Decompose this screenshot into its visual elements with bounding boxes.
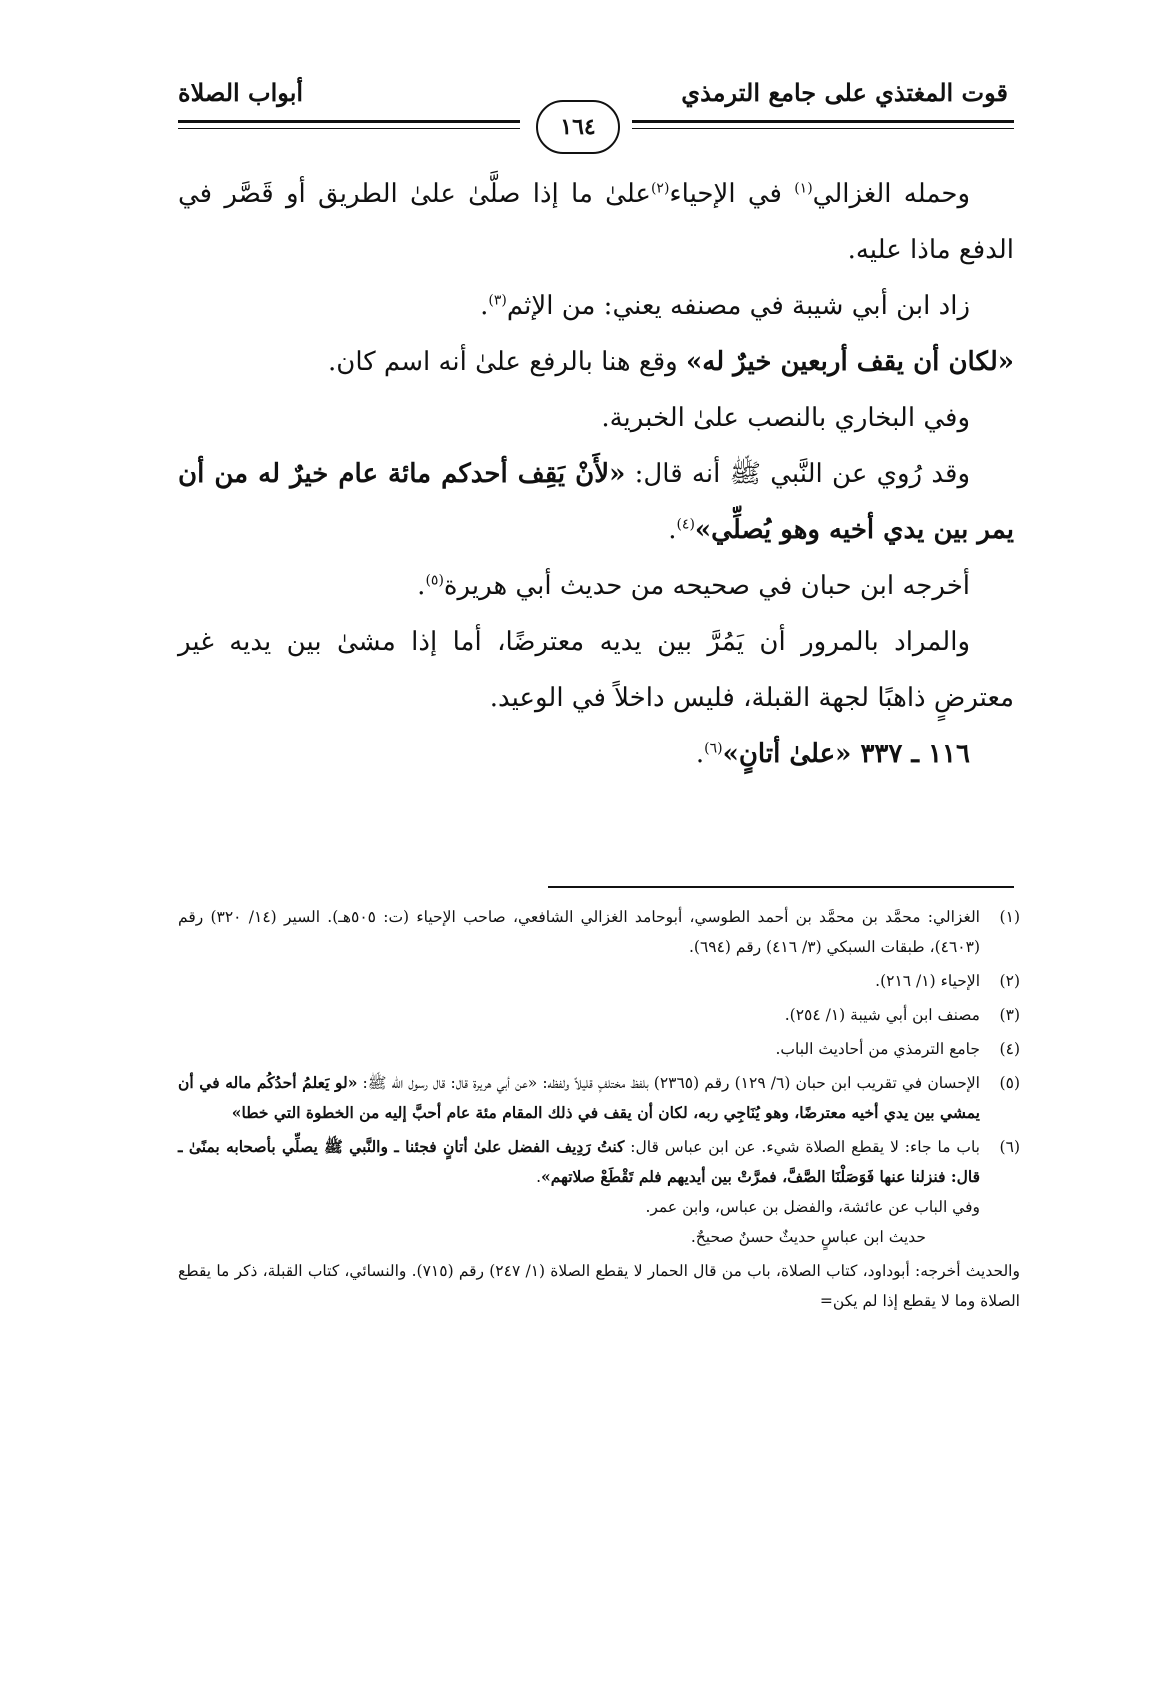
p2-end: . [480, 291, 489, 321]
footnote-2 [178, 966, 1020, 996]
hadith-heading: ١١٦ ـ ٣٣٧ «علىٰ أتانٍ» [722, 739, 970, 769]
p2-text: زاد ابن أبي شيبة في مصنفه يعني: من الإثم [506, 291, 970, 321]
p5-end: . [668, 515, 677, 545]
footnote-1 [178, 902, 1020, 962]
footnote-ref-4: (٤) [676, 516, 695, 533]
header-rule-right [632, 120, 1014, 123]
header-rule-left [178, 120, 520, 123]
footnote-number: (٢) [999, 972, 1020, 990]
footnote-6-end: . [536, 1168, 542, 1186]
paragraph-7: والمراد بالمرور أن يَمُرَّ بين يديه معترضًا، أما إذا مشىٰ بين يديه غير معترضٍ ذاهبًا لجهة القبلة، فليس داخلاً في الوعيد. [178, 627, 1014, 713]
footnote-ref-2: (٢) [650, 180, 670, 197]
footnote-text: الغزالي: محمَّد بن محمَّد بن أحمد الطوسي، أبوحامد الغزالي الشافعي، صاحب الإحياء (ت: ٥٠٥هـ). السير (١٤/ ٣٢٠) رقم (٤٦٠٣)، طبقات السبكي (٣/ ٤١٦) رقم (٦٩٤). [178, 908, 980, 956]
page-number [536, 100, 620, 154]
p5-text: وقد رُوي عن النَّبي ﷺ أنه قال: [625, 459, 970, 489]
footnote-text: الإحياء (١/ ٢١٦). [875, 972, 980, 990]
footnote-ref-6: (٦) [704, 740, 723, 757]
footnote-number: (٦) [999, 1138, 1020, 1156]
paragraph-6 [178, 558, 1014, 614]
footnote-text [178, 1068, 980, 1128]
chapter-title: أبواب الصلاة [178, 78, 304, 107]
p3-quote: «لكان أن يقف أربعين خيرٌ له» [686, 347, 1014, 377]
header-rule-left-thin [178, 128, 520, 129]
footnote-text [178, 1132, 980, 1252]
footnote-6-hadith: كنتُ رَدِيف الفضل علىٰ أتانٍ فجئنا ـ والنَّبي ﷺ يصلِّي بأصحابه بمنًىٰ ـ قال: فنزلنا عنها فَوَصَلْنَا الصَّفَّ، فمرَّتْ بين أيديهم فلم تَقْطَعْ صلاتهم» [178, 1137, 980, 1186]
footnote-ref-5: (٥) [425, 572, 444, 589]
footnote-ref-3: (٣) [488, 292, 507, 309]
p1-text-c: علىٰ ما إذا صلَّىٰ علىٰ الطريق أو قَصَّر في الدفع ماذا عليه. [178, 179, 1014, 265]
footnote-continuation: والحديث أخرجه: أبوداود، كتاب الصلاة، باب من قال الحمار لا يقطع الصلاة (١/ ٢٤٧) رقم (٧١٥). والنسائي، كتاب القبلة، ذكر ما يقطع الصلاة وما لا يقطع إذا لم يكن= [178, 1262, 1020, 1310]
paragraph-8 [178, 726, 1014, 782]
footnote-4 [178, 1034, 1020, 1064]
p1-text-b: في الإحياء [669, 179, 795, 209]
footnote-6-line-3: حديث ابن عباسٍ حديثٌ حسنٌ صحيحٌ. [690, 1228, 926, 1246]
footnote-5 [178, 1068, 1020, 1128]
paragraph-1 [178, 166, 1014, 278]
footnote-3 [178, 1000, 1020, 1030]
footnote-text: جامع الترمذي من أحاديث الباب. [775, 1040, 980, 1058]
footnote-6-line-2: وفي الباب عن عائشة، والفضل بن عباس، وابن عمر. [645, 1198, 980, 1216]
footnote-separator [548, 886, 1014, 888]
p6-end: . [417, 571, 426, 601]
footnote-number: (٥) [999, 1074, 1020, 1092]
footnote-number: (٣) [999, 1006, 1020, 1024]
paragraph-4: وفي البخاري بالنصب علىٰ الخبرية. [601, 403, 970, 433]
footnote-number: (٤) [999, 1040, 1020, 1058]
footnote-6-text: باب ما جاء: لا يقطع الصلاة شيء. عن ابن عباس قال: [624, 1138, 980, 1156]
footnote-5-hadith: «لو يَعلمُ أحدُكُم ماله في أن يمشي بين يدي أخيه معترضًا، وهو يُنَاجِي ربه، لكان أن يقف في ذلك المقام مئة عام أحبَّ إليه من الخطوة التي خطا» [178, 1073, 980, 1122]
paragraph-2 [178, 278, 1014, 334]
running-title: قوت المغتذي على جامع الترمذي [681, 78, 1008, 107]
footnote-6 [178, 1132, 1020, 1252]
header-rule-right-thin [632, 128, 1014, 129]
p1-text-a: وحمله الغزالي [812, 179, 971, 209]
p8-end: . [695, 739, 705, 769]
footnote-number: (١) [999, 908, 1020, 926]
footnote-5-text: الإحسان في تقريب ابن حبان (٦/ ١٢٩) رقم (٢٣٦٥) بلفظ مختلفٍ قليلاً ولفظه: «عن أبي هريرة قال: قال رسول الله ﷺ: [357, 1074, 980, 1092]
paragraph-3 [178, 334, 1014, 390]
paragraph-5 [178, 446, 1014, 558]
main-text [178, 166, 1014, 782]
page-number-text: ١٦٤ [560, 114, 596, 140]
p5-hadith: «لأَنْ يَقِف أحدكم مائة عام خيرٌ له من أن يمر بين يدي أخيه وهو يُصلِّي» [178, 459, 1014, 545]
p6-text: أخرجه ابن حبان في صحيحه من حديث أبي هريرة [443, 571, 970, 601]
footnote-ref-1: (١) [794, 180, 813, 197]
p3-text: وقع هنا بالرفع علىٰ أنه اسم كان. [327, 347, 686, 377]
footnotes [178, 902, 1020, 1316]
footnote-text: مصنف ابن أبي شيبة (١/ ٢٥٤). [784, 1006, 980, 1024]
